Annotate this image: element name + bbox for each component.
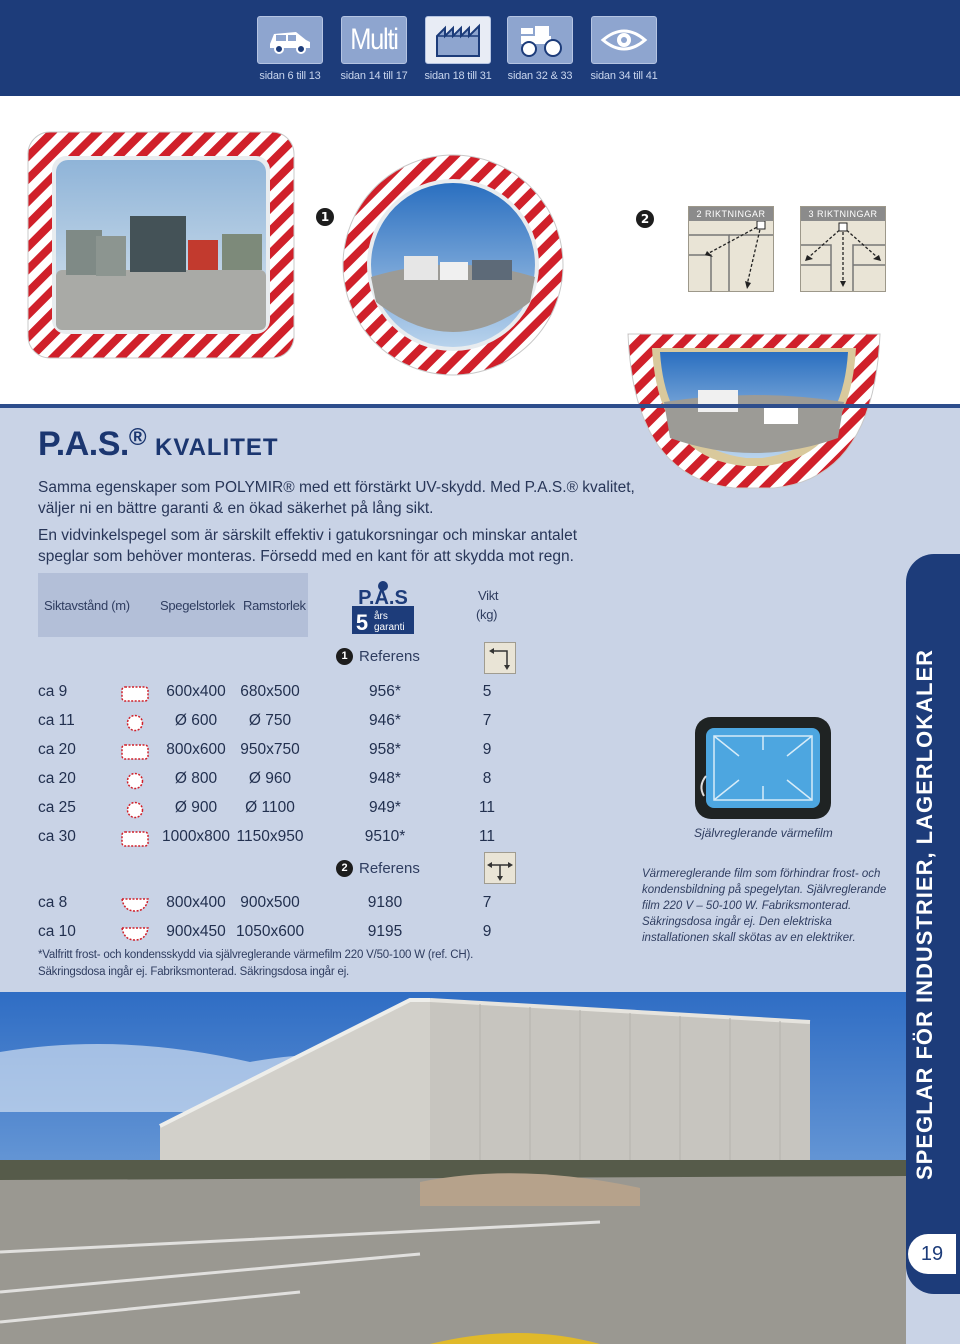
round-mirror-photo [340, 152, 566, 378]
reference-cell: 9195 [367, 923, 403, 940]
weight-cell: 8 [482, 770, 492, 787]
half-shape-icon [120, 925, 150, 948]
distance-cell: ca 10 [38, 923, 76, 940]
reference-cell: 956* [369, 683, 401, 700]
three-direction-arrows-icon [801, 221, 885, 291]
rect-shape-icon [120, 685, 150, 708]
header-mirror-size: Spegelstorlek [160, 598, 235, 613]
frame-size-cell: 950x750 [240, 741, 300, 758]
weight-cell: 11 [478, 799, 496, 816]
reference-cell: 9510* [364, 828, 406, 845]
distance-cell: ca 25 [38, 799, 76, 816]
film-description: film 220 V – 50-100 W. Fabriksmonterad. [642, 900, 852, 912]
rect-shape-icon [120, 743, 150, 766]
distance-cell: ca 20 [38, 741, 76, 758]
nav-item-inspection[interactable] [590, 16, 658, 82]
nav-label: sidan 14 till 17 [340, 70, 408, 82]
weight-cell: 7 [482, 894, 492, 911]
mirror-size-cell: Ø 800 [174, 770, 218, 787]
header-weight-unit: (kg) [476, 607, 498, 622]
chapter-title: SPEGLAR FÖR INDUSTRIER, LAGERLOKALER [912, 648, 937, 1180]
table-row [38, 768, 518, 792]
frame-size-cell: 1050x600 [236, 923, 305, 940]
two-direction-label: 2 RIKTNINGAR [689, 207, 773, 221]
reference-cell: 946* [369, 712, 401, 729]
weight-cell: 5 [482, 683, 492, 700]
distance-cell: ca 30 [38, 828, 76, 845]
film-description: Värmereglerande film som förhindrar frost- och [642, 868, 881, 880]
mirror-size-cell: Ø 600 [174, 712, 218, 729]
two-direction-arrows-icon [689, 221, 773, 291]
round-shape-icon [120, 801, 150, 824]
frame-size-cell: Ø 750 [248, 712, 292, 729]
heating-film-image [694, 716, 832, 820]
frame-size-cell: Ø 1100 [245, 799, 295, 816]
header-distance: Siktavstånd (m) [44, 598, 130, 613]
three-way-arrow-icon [484, 852, 516, 884]
mirror-size-cell: 800x400 [166, 894, 226, 911]
nav-item-agriculture[interactable] [506, 16, 574, 82]
title-brand: P.A.S. [38, 425, 129, 463]
multi-icon-text: Multi [350, 23, 398, 56]
reference-cell: 948* [369, 770, 401, 787]
nav-label: sidan 6 till 13 [259, 70, 321, 82]
mirror-size-cell: 600x400 [166, 683, 226, 700]
rect-shape-icon [120, 830, 150, 853]
table-footnote: *Valfritt frost- och kondensskydd via självreglerande värmefilm 220 V/50-100 W (ref. CH). [38, 949, 474, 961]
nav-item-vehicles[interactable] [256, 16, 324, 82]
nav-label: sidan 18 till 31 [424, 70, 492, 82]
intro-line: Samma egenskaper som POLYMIR® med ett förstärkt UV-skydd. Med P.A.S.® kvalitet, [38, 479, 635, 496]
dome-mirror-photo [624, 328, 884, 498]
nav-item-multi[interactable] [340, 16, 408, 82]
film-description: kondensbildning på spegelytan. Självreglerande [642, 884, 887, 896]
frame-size-cell: Ø 960 [248, 770, 292, 787]
table-row [38, 681, 518, 705]
nav-item-industry[interactable] [424, 16, 492, 82]
rectangular-mirror-photo [26, 130, 326, 360]
mirror-size-cell: 1000x800 [161, 828, 231, 845]
group-2-label: Referens [359, 860, 420, 877]
weight-cell: 11 [478, 828, 496, 845]
weight-cell: 9 [482, 923, 492, 940]
logo-brand: P.A.S [358, 587, 408, 609]
group-1-heading [336, 648, 420, 665]
frame-size-cell: 1150x950 [236, 828, 304, 845]
header-weight: Vikt [478, 588, 499, 603]
table-row [38, 710, 518, 734]
header-frame-size: Ramstorlek [243, 598, 306, 613]
table-row [38, 826, 518, 850]
distance-cell: ca 8 [38, 894, 68, 911]
weight-cell: 7 [482, 712, 492, 729]
group-2-heading [336, 860, 420, 877]
distance-cell: ca 11 [38, 712, 75, 729]
table-footnote: Säkringsdosa ingår ej. Fabriksmonterad. Säkringsdosa ingår ej. [38, 966, 350, 978]
group-1-number: 1 [336, 648, 353, 665]
car-icon [257, 16, 323, 64]
three-direction-label: 3 RIKTNINGAR [801, 207, 885, 221]
mirror-size-cell: 800x600 [166, 741, 226, 758]
table-row [38, 892, 518, 916]
reference-cell: 949* [369, 799, 401, 816]
intro-line: väljer ni en bättre garanti & en ökad säkerhet på lång sikt. [38, 500, 434, 517]
intro-line: En vidvinkelspegel som är särskilt effektiv i gatukorsningar och minskar antalet [38, 527, 578, 544]
heating-film-caption: Självreglerande värmefilm [694, 826, 833, 840]
table-row [38, 797, 518, 821]
logo-years: 5 [355, 610, 369, 634]
intro-line: speglar som behöver monteras. Försedd med en kant för att skydda mot regn. [38, 548, 574, 565]
group-1-label: Referens [359, 648, 420, 665]
logo-years-word: års [374, 611, 388, 622]
warehouse-photo [0, 992, 906, 1344]
page-number: 19 [908, 1234, 956, 1274]
reference-cell: 9180 [367, 894, 403, 911]
round-shape-icon [120, 714, 150, 737]
pas-warranty-logo [352, 580, 414, 634]
page-title [38, 424, 279, 464]
frame-size-cell: 680x500 [240, 683, 300, 700]
three-direction-diagram [800, 206, 886, 292]
two-way-arrow-icon [484, 642, 516, 674]
mirror-size-cell: 900x450 [166, 923, 226, 940]
distance-cell: ca 20 [38, 770, 76, 787]
weight-cell: 9 [482, 741, 492, 758]
frame-size-cell: 900x500 [240, 894, 300, 911]
table-row [38, 739, 518, 763]
group-2-number: 2 [336, 860, 353, 877]
tractor-icon [507, 16, 573, 64]
reference-cell: 958* [369, 741, 401, 758]
section-divider [0, 404, 960, 408]
two-direction-diagram [688, 206, 774, 292]
eye-icon [591, 16, 657, 64]
product-marker-2: 2 [636, 210, 654, 228]
half-shape-icon [120, 896, 150, 919]
nav-label: sidan 34 till 41 [590, 70, 658, 82]
title-sub: KVALITET [155, 434, 279, 461]
product-photo-area [0, 96, 960, 408]
logo-warranty: garanti [374, 622, 405, 633]
round-shape-icon [120, 772, 150, 795]
table-row [38, 921, 518, 945]
product-marker-1: 1 [316, 208, 334, 226]
multi-icon [341, 16, 407, 64]
mirror-size-cell: Ø 900 [174, 799, 218, 816]
film-description: Säkringsdosa ingår ej. Den elektriska [642, 916, 832, 928]
nav-label: sidan 32 & 33 [507, 70, 573, 82]
distance-cell: ca 9 [38, 683, 68, 700]
factory-icon [425, 16, 491, 64]
film-description: installationen skall skötas av en elektriker. [642, 932, 856, 944]
registered-mark: ® [128, 424, 147, 451]
